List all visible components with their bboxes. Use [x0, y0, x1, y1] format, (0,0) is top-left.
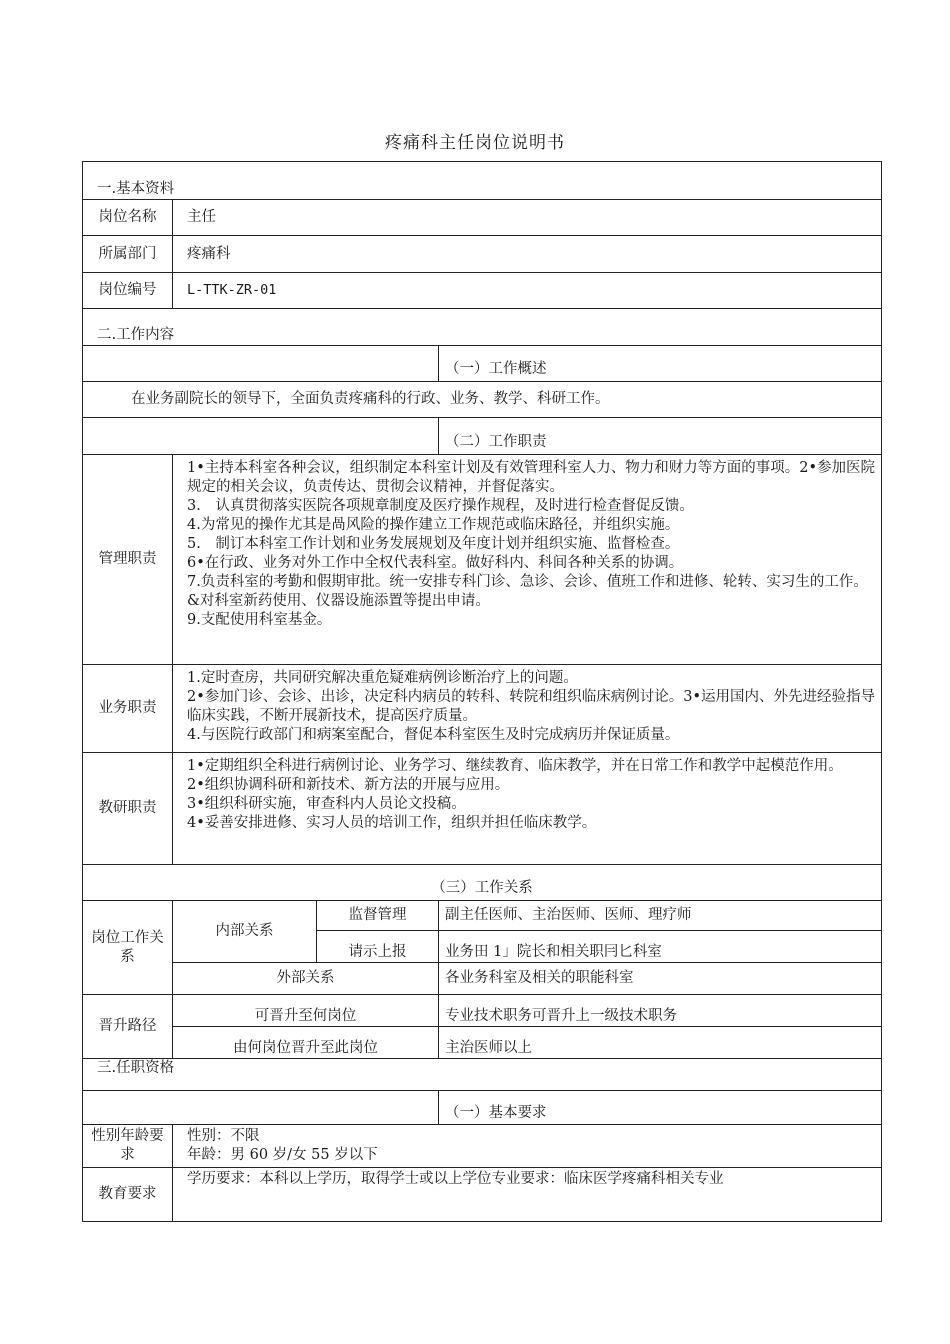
section-qualifications-heading: 三.任职资格 [83, 1059, 882, 1091]
section-basic-info-heading: 一.基本资料 [83, 162, 882, 200]
promotion-up-value: 专业技术职务可晋升上一级技术职务 [439, 995, 882, 1027]
supervise-label: 监督管理 [317, 901, 439, 931]
duties-blank-cell [83, 418, 439, 455]
business-duty-item: 1.定时查房，共同研究解决重危疑难病例诊断治疗上的问题。 [187, 670, 578, 686]
teaching-duty-item: 1•定期组织全科进行病例讨论、业务学习、继续教育、临床教学，并在日常工作和教学中起模范作用。 [187, 758, 843, 774]
teaching-duty-item: 4•妥善安排进修、实习人员的培训工作，组织并担任临床教学。 [187, 815, 597, 831]
management-duty-item: 1•主持本科室各种会议，组织制定本科室计划及有效管理科室人力、物力和财力等方面的事项。2•参加医院规定的相关会议，负责传达、贯彻会议精神，并督促落实。 [187, 460, 876, 495]
report-value: 业务田 1」院长和相关职冃匕科室 [439, 931, 882, 963]
management-duties-list [173, 455, 882, 665]
management-duties-label: 管理职责 [83, 455, 173, 665]
teaching-duties-list [173, 753, 882, 865]
gender-age-value [173, 1125, 882, 1168]
department-label: 所属部门 [83, 236, 173, 273]
external-relations-label: 外部关系 [173, 963, 439, 995]
business-duties-label: 业务职责 [83, 665, 173, 753]
education-label: 教育要求 [83, 1168, 173, 1222]
management-duty-item: 6•在行政、业务对外工作中全权代表科室。做好科内、科间各种关系的协调。 [187, 555, 684, 571]
supervise-value: 副主任医师、主治医师、医师、理疗师 [439, 901, 882, 931]
promotion-from-label: 由何岗位晋升至此岗位 [173, 1027, 439, 1059]
teaching-duties-label: 教研职责 [83, 753, 173, 865]
department-value: 疼痛科 [173, 236, 882, 273]
business-duty-item: 2•参加门诊、会诊、出诊，决定科内病员的转科、转院和组织临床病例讨论。3•运用国内、外先进经验指导临床实践，不断开展新技术，提高医疗质量。 [187, 689, 876, 724]
relations-label: 岗位工作关系 [83, 901, 173, 995]
teaching-duty-item: 3•组织科研实施，审查科内人员论文投稿。 [187, 796, 466, 812]
management-duty-item: 5. 制订本科室工作计划和业务发展规划及年度计划并组织实施、监督检查。 [187, 536, 680, 552]
report-label: 请示上报 [317, 931, 439, 963]
overview-heading: （一）工作概述 [439, 346, 882, 382]
management-duty-item: 7.负责科室的考勤和假期审批。统一安排专科门诊、急诊、会诊、值班工作和进修、轮转、实习生的工作。 [187, 574, 868, 590]
internal-relations-label: 内部关系 [173, 901, 317, 963]
promotion-from-value: 主治医师以上 [439, 1027, 882, 1059]
overview-blank-cell [83, 346, 439, 382]
business-duty-item: 4.与医院行政部门和病案室配合，督促本科室医生及时完成病历并保证质量。 [187, 727, 680, 743]
document-title: 疼痛科主任岗位说明书 [385, 133, 565, 153]
overview-text: 在业务副院长的领导下，全面负责疼痛科的行政、业务、教学、科研工作。 [83, 382, 882, 418]
education-value: 学历要求：本科以上学历，取得学士或以上学位专业要求：临床医学疼痛科相关专业 [173, 1168, 882, 1222]
management-duty-item: &对科室新药使用、仪器设施添置等提出申请。 [187, 593, 490, 609]
management-duty-item: 4.为常见的操作尤其是咼风险的操作建立工作规范或临床路径，并组织实施。 [187, 517, 680, 533]
management-duty-item: 3. 认真贯彻落实医院各项规章制度及医疗操作规程，及时进行检查督促反馈。 [187, 498, 694, 514]
gender-age-label: 性别年龄要求 [83, 1125, 173, 1168]
relations-heading: （三）工作关系 [83, 865, 882, 901]
position-name-value: 主任 [173, 200, 882, 236]
basic-req-blank-cell [83, 1091, 439, 1125]
promotion-up-label: 可晋升至何岗位 [173, 995, 439, 1027]
business-duties-list [173, 665, 882, 753]
section-work-content-heading: 二.工作内容 [83, 309, 882, 346]
job-description-table [82, 161, 882, 1222]
age-requirement: 年龄：男 60 岁/女 55 岁以下 [187, 1147, 378, 1163]
management-duty-item: 9.支配使用科室基金。 [187, 612, 332, 628]
gender-requirement: 性别：不限 [187, 1128, 260, 1144]
position-name-label: 岗位名称 [83, 200, 173, 236]
position-code-value: L-TTK-ZR-01 [173, 273, 882, 309]
external-relations-value: 各业务科室及相关的职能科室 [439, 963, 882, 995]
position-code-label: 岗位编号 [83, 273, 173, 309]
basic-requirements-heading: （一）基本要求 [439, 1091, 882, 1125]
promotion-label: 晋升路径 [83, 995, 173, 1059]
teaching-duty-item: 2•组织协调科研和新技术、新方法的开展与应用。 [187, 777, 510, 793]
duties-heading: （二）工作职责 [439, 418, 882, 455]
